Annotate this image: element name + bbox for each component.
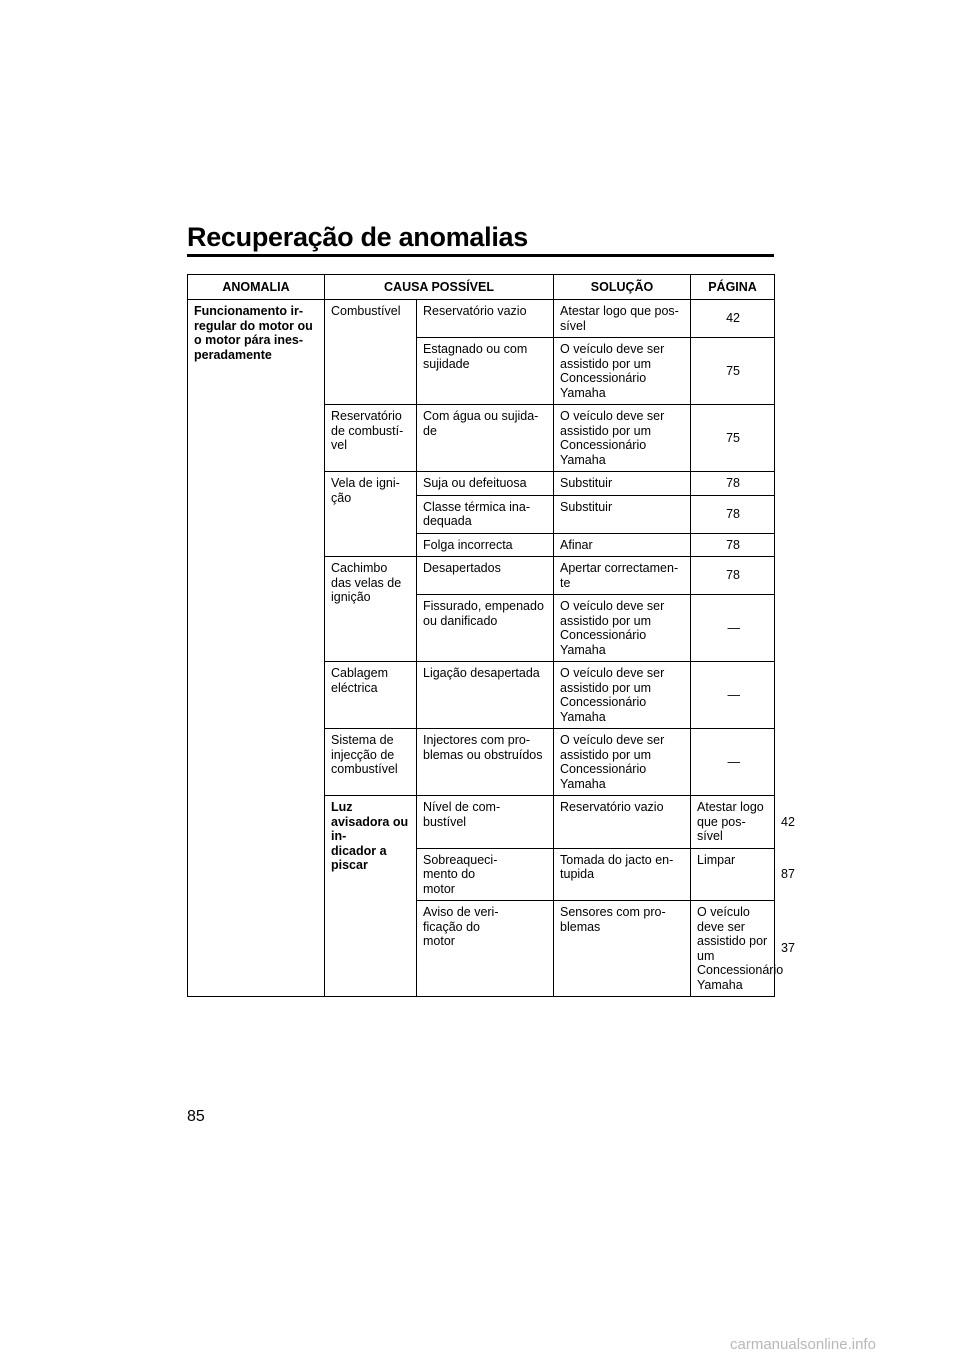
solution-cell: O veículo deve ser assistido por um Concessionário Yamaha [554,595,691,662]
detail-cell: Com água ou sujida- de [417,405,554,472]
page-title: Recuperação de anomalias [187,222,528,252]
solution-cell: Atestar logo que pos- sível [554,300,691,338]
anomaly-cell: Luz avisadora ou in- dicador a piscar [325,796,417,997]
detail-cell: Reservatório vazio [554,796,691,849]
page-ref-cell: — [691,729,775,796]
header-causa: CAUSA POSSÍVEL [325,275,554,300]
solution-cell: O veículo deve ser assistido por um Concessionário Yamaha [554,338,691,405]
detail-cell: Reservatório vazio [417,300,554,338]
table-row [188,300,775,338]
cause-cell: Sobreaqueci- mento do motor [417,848,554,901]
cause-cell: Vela de igni- ção [325,472,417,557]
solution-cell: Substituir [554,495,691,533]
title-rule [187,254,774,257]
page-ref-cell: — [691,595,775,662]
detail-cell: Injectores com pro- blemas ou obstruídos [417,729,554,796]
cause-cell: Cablagem eléctrica [325,662,417,729]
page-ref-cell: 78 [691,472,775,496]
page-number: 85 [187,1108,205,1125]
detail-cell: Classe térmica ina- dequada [417,495,554,533]
detail-cell: Suja ou defeituosa [417,472,554,496]
cause-cell: Sistema de injecção de combustível [325,729,417,796]
cause-cell: Cachimbo das velas de ignição [325,557,417,662]
detail-cell: Desapertados [417,557,554,595]
detail-cell: Tomada do jacto en- tupida [554,848,691,901]
cause-cell: Reservatório de combustí- vel [325,405,417,472]
solution-cell: Substituir [554,472,691,496]
solution-cell: Afinar [554,533,691,557]
table-row: Aviso de veri- ficação do motor Sensores com pro- blemas O veículo deve ser assistido por um Concessionário Yamaha 37 [188,901,775,997]
solution-cell: O veículo deve ser assistido por um Concessionário Yamaha [554,662,691,729]
table-row: Luz avisadora ou in- dicador a piscar Nível de com- bustível Reservatório vazio Atestar logo que pos- sível 42 [188,796,775,849]
header-solucao: SOLUÇÃO [554,275,691,300]
page-ref-cell: 78 [691,533,775,557]
solution-cell: O veículo deve ser assistido por um Concessionário Yamaha [554,729,691,796]
page-ref-cell: 78 [691,557,775,595]
detail-cell: Ligação desapertada [417,662,554,729]
detail-cell: Estagnado ou com sujidade [417,338,554,405]
page-ref-cell: 42 [691,300,775,338]
solution-cell: Atestar logo que pos- sível [691,796,775,849]
header-anomalia: ANOMALIA [188,275,325,300]
cause-cell: Nível de com- bustível [417,796,554,849]
solution-cell: O veículo deve ser assistido por um Concessionário Yamaha [554,405,691,472]
solution-cell: Limpar [691,848,775,901]
cause-cell: Combustível [325,300,417,405]
page-ref-cell: — [691,662,775,729]
table-row: Sobreaqueci- mento do motor Tomada do jacto en- tupida Limpar 87 [188,848,775,901]
detail-cell: Folga incorrecta [417,533,554,557]
page-ref-cell: 78 [691,495,775,533]
header-pagina: PÁGINA [691,275,775,300]
detail-cell: Sensores com pro- blemas [554,901,691,997]
solution-cell: O veículo deve ser assistido por um Concessionário Yamaha [691,901,775,997]
anomaly-cell: Funcionamento ir- regular do motor ou o motor pára ines- peradamente [188,300,325,997]
cause-cell: Aviso de veri- ficação do motor [417,901,554,997]
watermark-text: carmanualsonline.info [730,1336,876,1353]
solution-cell: Apertar correctamen- te [554,557,691,595]
page-ref-cell: 75 [691,338,775,405]
table-header-row [188,275,775,300]
troubleshooting-table [187,274,795,997]
detail-cell: Fissurado, empenado ou danificado [417,595,554,662]
page-ref-cell: 75 [691,405,775,472]
